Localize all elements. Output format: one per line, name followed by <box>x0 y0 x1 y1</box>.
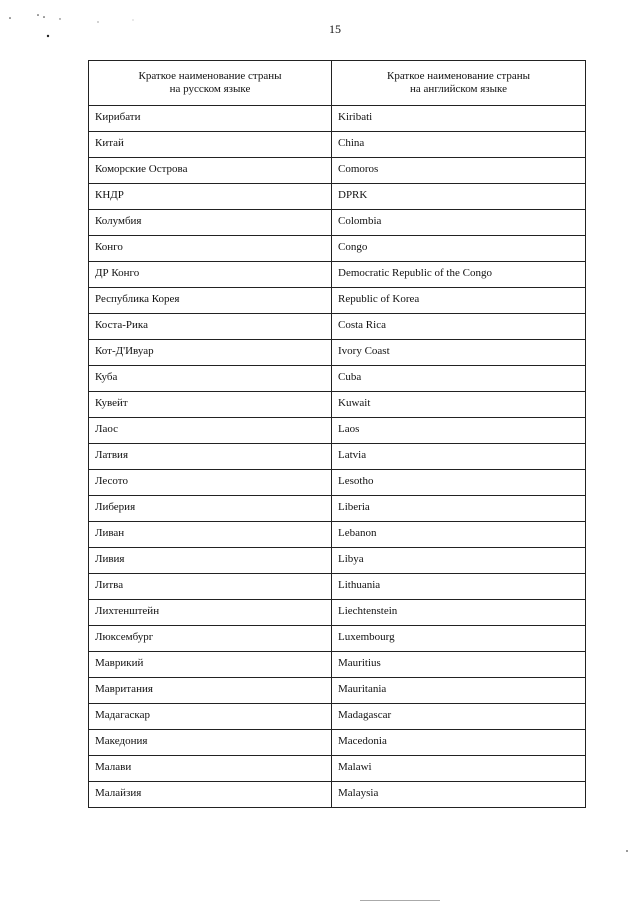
country-name-russian: Коморские Острова <box>89 158 332 184</box>
country-name-russian: КНДР <box>89 184 332 210</box>
country-name-english: Colombia <box>332 210 586 236</box>
country-name-english: Libya <box>332 548 586 574</box>
header-english-line-2: на английском языке <box>410 83 507 95</box>
table-row <box>89 262 586 288</box>
scan-artifact-edge-mark <box>626 850 628 852</box>
table-row <box>89 314 586 340</box>
country-name-english: Comoros <box>332 158 586 184</box>
table-row <box>89 756 586 782</box>
country-name-russian: Коста-Рика <box>89 314 332 340</box>
country-name-russian: Лихтенштейн <box>89 600 332 626</box>
country-name-russian: Кувейт <box>89 392 332 418</box>
country-name-english: Lebanon <box>332 522 586 548</box>
table-row <box>89 236 586 262</box>
table-row <box>89 782 586 808</box>
table-row <box>89 626 586 652</box>
country-name-english: Madagascar <box>332 704 586 730</box>
country-name-russian: Ливан <box>89 522 332 548</box>
country-name-english: Ivory Coast <box>332 340 586 366</box>
country-name-russian: Латвия <box>89 444 332 470</box>
table-row <box>89 392 586 418</box>
country-name-english: Laos <box>332 418 586 444</box>
country-name-english: Lithuania <box>332 574 586 600</box>
table-row <box>89 340 586 366</box>
country-name-russian: Лесото <box>89 470 332 496</box>
country-name-english: Costa Rica <box>332 314 586 340</box>
country-name-russian: Литва <box>89 574 332 600</box>
table-row <box>89 678 586 704</box>
country-name-russian: Конго <box>89 236 332 262</box>
country-name-english: Malaysia <box>332 782 586 808</box>
table-row <box>89 574 586 600</box>
country-name-english: Mauritius <box>332 652 586 678</box>
table-row <box>89 106 586 132</box>
table-header-row <box>89 61 586 106</box>
country-name-english: Republic of Korea <box>332 288 586 314</box>
country-name-russian: Люксембург <box>89 626 332 652</box>
header-english-name <box>332 61 586 106</box>
country-name-russian: Лаос <box>89 418 332 444</box>
page-number: 15 <box>329 22 341 36</box>
country-name-english: Democratic Republic of the Congo <box>332 262 586 288</box>
country-name-english: Macedonia <box>332 730 586 756</box>
scan-artifact-bottom-line <box>360 900 440 901</box>
header-russian-name <box>89 61 332 106</box>
country-name-english: Kiribati <box>332 106 586 132</box>
table-row <box>89 288 586 314</box>
table-row <box>89 704 586 730</box>
table-row <box>89 444 586 470</box>
header-russian-line-2: на русском языке <box>169 83 251 95</box>
country-name-russian: Малайзия <box>89 782 332 808</box>
country-name-english: Cuba <box>332 366 586 392</box>
country-name-english: Mauritania <box>332 678 586 704</box>
country-name-russian: Ливия <box>89 548 332 574</box>
country-name-english: Kuwait <box>332 392 586 418</box>
table-row <box>89 600 586 626</box>
country-name-russian: Колумбия <box>89 210 332 236</box>
header-russian-line-1: Краткое наименование страны <box>138 70 282 82</box>
country-name-russian: Мадагаскар <box>89 704 332 730</box>
country-name-russian: Кот-Д'Ивуар <box>89 340 332 366</box>
table-row <box>89 470 586 496</box>
country-name-russian: Малави <box>89 756 332 782</box>
table-row <box>89 158 586 184</box>
country-name-russian: Куба <box>89 366 332 392</box>
country-name-english: DPRK <box>332 184 586 210</box>
country-name-english: Liechtenstein <box>332 600 586 626</box>
country-name-russian: Маврикий <box>89 652 332 678</box>
country-name-russian: ДР Конго <box>89 262 332 288</box>
table-row <box>89 418 586 444</box>
country-name-english: Liberia <box>332 496 586 522</box>
country-name-russian: Республика Корея <box>89 288 332 314</box>
table-row <box>89 548 586 574</box>
country-name-english: China <box>332 132 586 158</box>
country-names-table <box>88 60 586 808</box>
country-name-russian: Мавритания <box>89 678 332 704</box>
table-row <box>89 210 586 236</box>
country-name-english: Luxembourg <box>332 626 586 652</box>
country-name-english: Lesotho <box>332 470 586 496</box>
table-row <box>89 730 586 756</box>
table-row <box>89 522 586 548</box>
table-row <box>89 184 586 210</box>
country-name-english: Malawi <box>332 756 586 782</box>
table-row <box>89 366 586 392</box>
country-name-english: Congo <box>332 236 586 262</box>
country-name-english: Latvia <box>332 444 586 470</box>
table-row <box>89 652 586 678</box>
table-row <box>89 496 586 522</box>
table-row <box>89 132 586 158</box>
country-name-russian: Либерия <box>89 496 332 522</box>
country-name-russian: Китай <box>89 132 332 158</box>
header-english-line-1: Краткое наименование страны <box>387 70 530 82</box>
country-name-russian: Кирибати <box>89 106 332 132</box>
country-name-russian: Македония <box>89 730 332 756</box>
